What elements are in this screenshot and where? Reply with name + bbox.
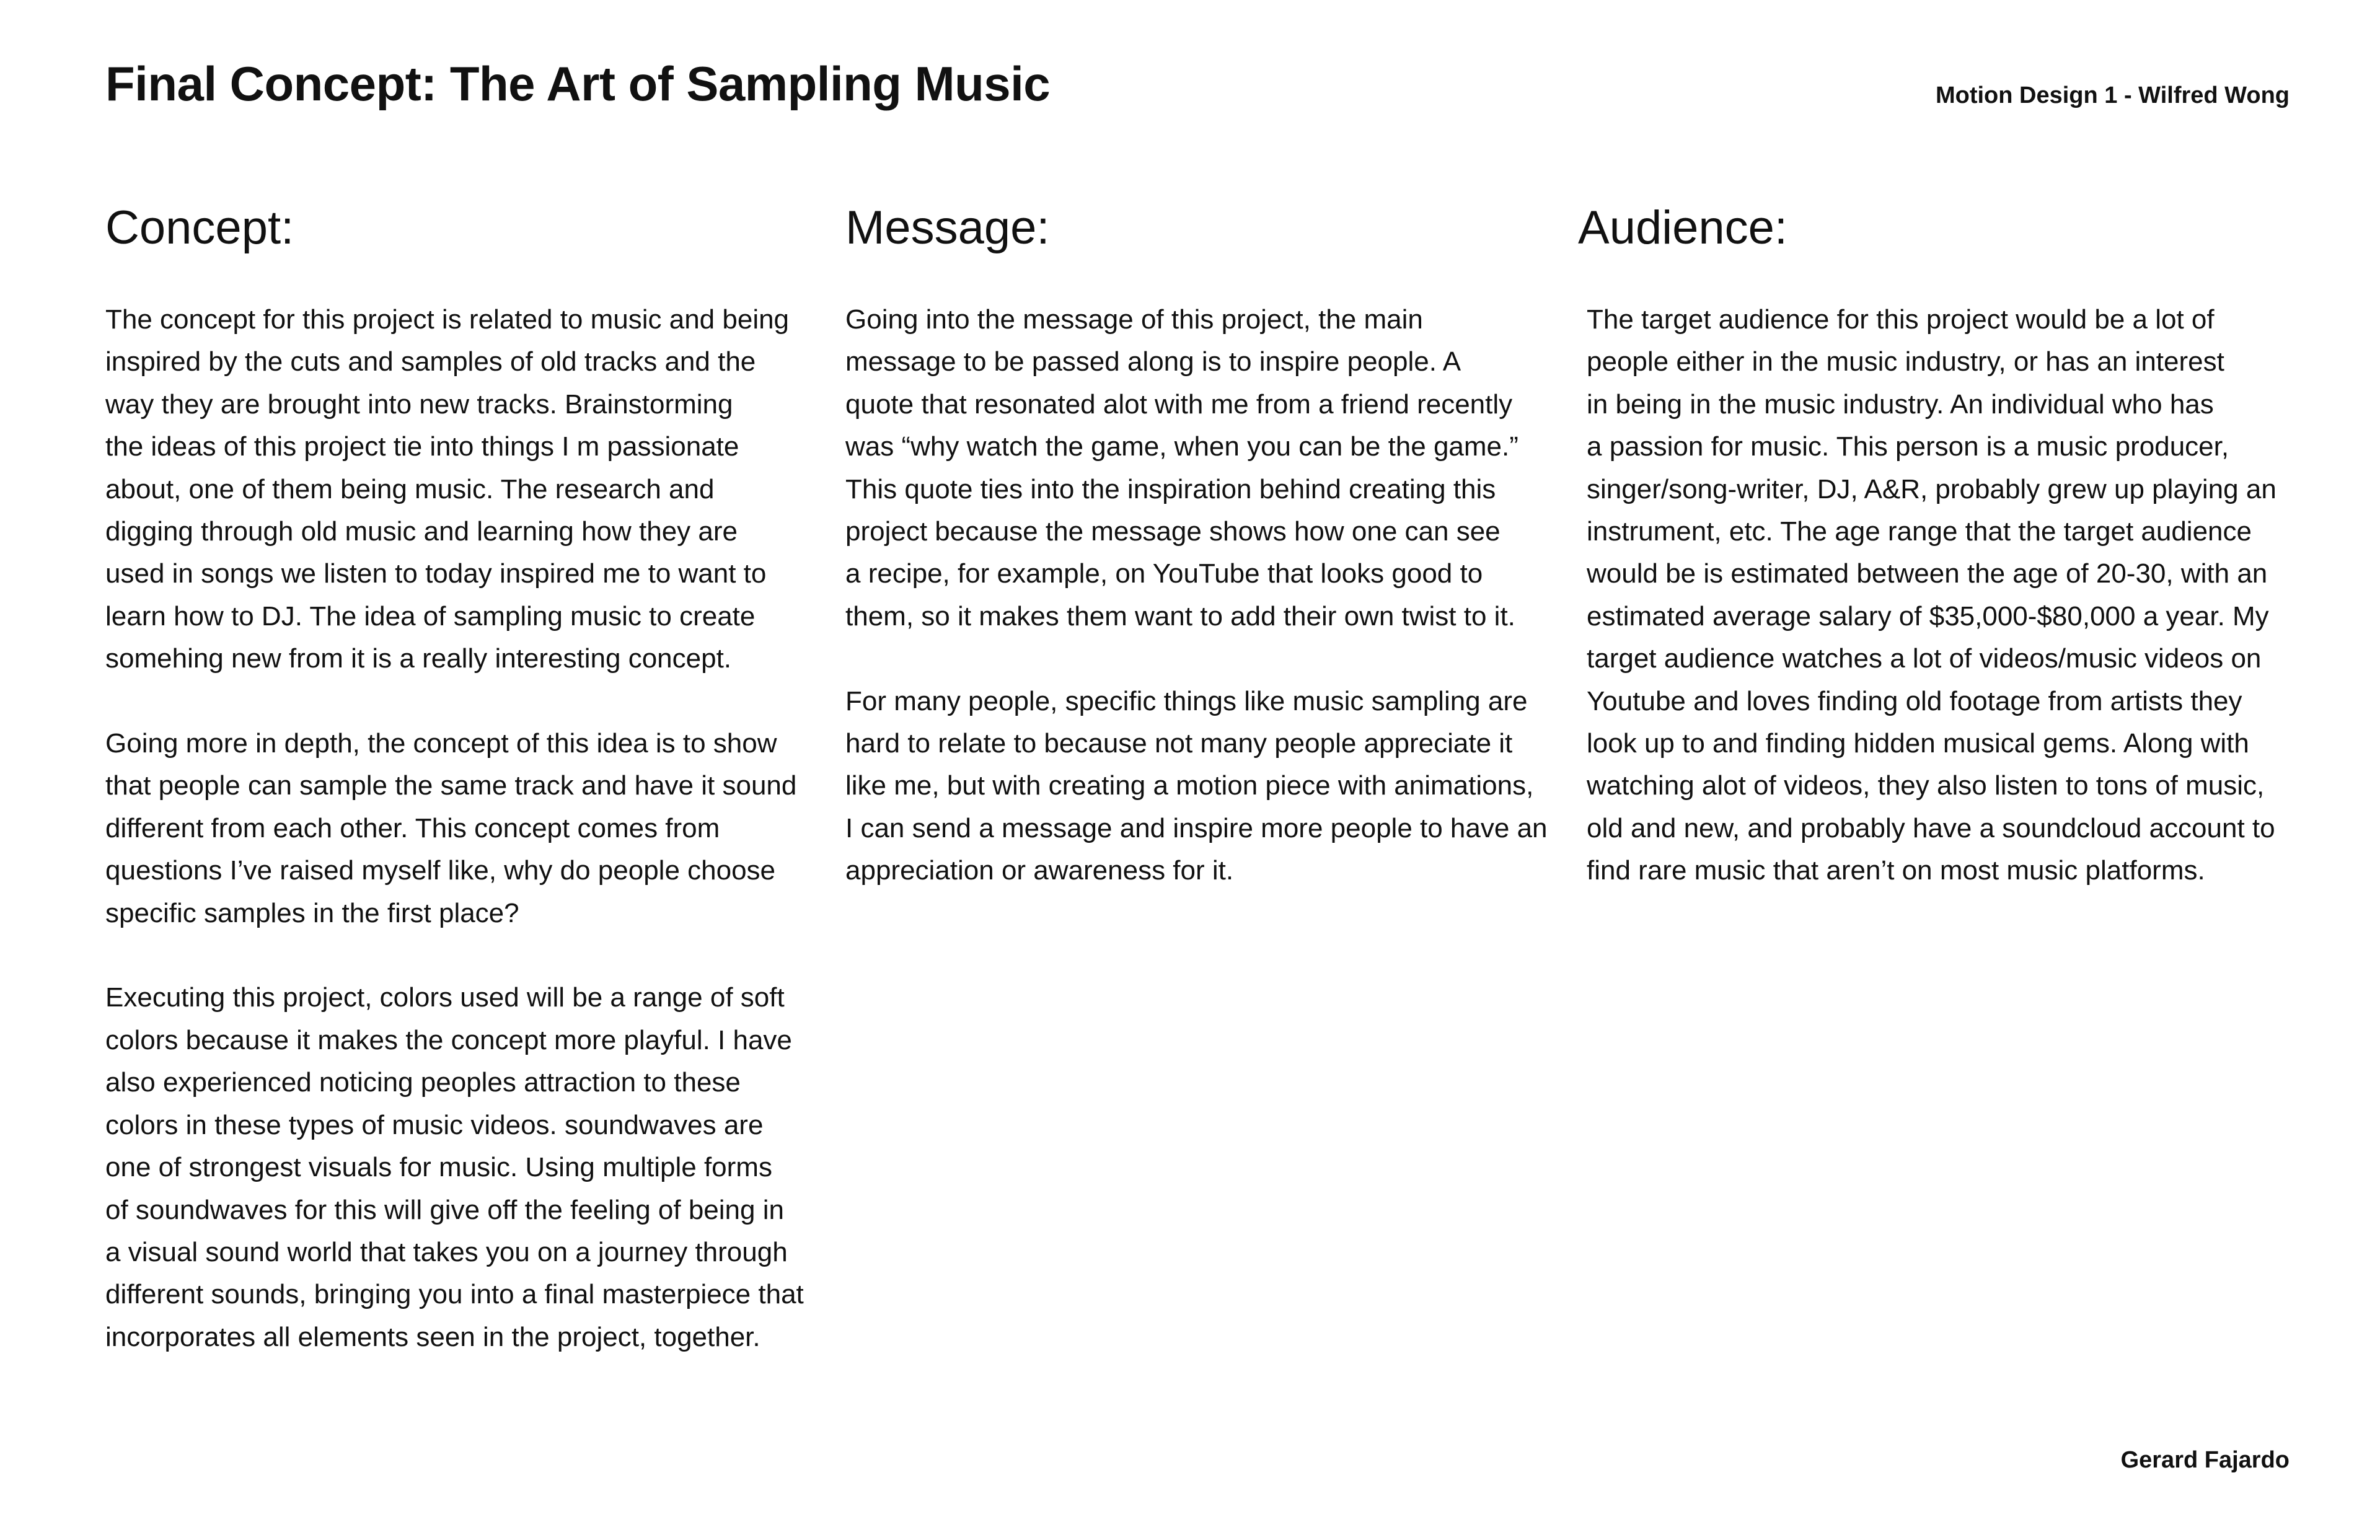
text-line: message to be passed along is to inspire people. A	[845, 346, 1461, 377]
text-line: find rare music that aren’t on most music platforms.	[1587, 855, 2205, 886]
text-line: quote that resonated alot with me from a friend recently	[845, 389, 1513, 420]
body-paragraph	[105, 723, 812, 935]
text-line: used in songs we listen to today inspired me to want to	[105, 558, 767, 589]
body-paragraph	[105, 299, 812, 680]
body-paragraph	[1587, 299, 2291, 892]
text-line: like me, but with creating a motion piece with animations,	[845, 770, 1534, 801]
text-line: a visual sound world that takes you on a journey through	[105, 1236, 788, 1267]
concept-body	[105, 299, 812, 1358]
message-column	[845, 201, 1558, 892]
text-line: For many people, specific things like music sampling are	[845, 685, 1528, 716]
text-line: different from each other. This concept comes from	[105, 812, 720, 843]
text-line: somehing new from it is a really interesting concept.	[105, 643, 732, 674]
text-line: estimated average salary of $35,000-$80,000 a year. My	[1587, 601, 2269, 631]
concept-heading: Concept:	[105, 201, 294, 254]
text-line: appreciation or awareness for it.	[845, 855, 1234, 886]
text-line: watching alot of videos, they also listen to tons of music,	[1587, 770, 2265, 801]
text-line: the ideas of this project tie into things I m passionate	[105, 431, 739, 462]
text-line: instrument, etc. The age range that the target audience	[1587, 516, 2252, 547]
audience-body	[1578, 299, 2291, 892]
audience-heading: Audience:	[1578, 201, 1788, 254]
text-line: about, one of them being music. The research and	[105, 473, 715, 504]
text-line: Going more in depth, the concept of this idea is to show	[105, 728, 777, 759]
text-line: colors in these types of music videos. soundwaves are	[105, 1109, 764, 1140]
text-line: Going into the message of this project, the main	[845, 304, 1423, 335]
text-line: in being in the music industry. An individual who has	[1587, 389, 2214, 420]
concept-column	[105, 201, 812, 1358]
text-line: would be is estimated between the age of 20-30, with an	[1587, 558, 2268, 589]
text-line: old and new, and probably have a soundcloud account to	[1587, 812, 2275, 843]
message-body	[845, 299, 1558, 892]
text-line: specific samples in the first place?	[105, 897, 519, 928]
audience-column	[1578, 201, 2291, 892]
text-line: The concept for this project is related to music and being	[105, 304, 790, 335]
author-name: Gerard Fajardo	[2120, 1447, 2290, 1473]
text-line: This quote ties into the inspiration behind creating this	[845, 473, 1496, 504]
text-line: The target audience for this project would be a lot of	[1587, 304, 2215, 335]
text-line: hard to relate to because not many people appreciate it	[845, 728, 1513, 759]
body-paragraph	[845, 680, 1558, 892]
text-line: Youtube and loves finding old footage from artists they	[1587, 685, 2242, 716]
body-paragraph	[845, 299, 1558, 638]
text-line: colors because it makes the concept more playful. I have	[105, 1024, 792, 1055]
text-line: digging through old music and learning how they are	[105, 516, 738, 547]
text-line: way they are brought into new tracks. Brainstorming	[105, 389, 733, 420]
text-line: singer/song-writer, DJ, A&R, probably grew up playing an	[1587, 473, 2276, 504]
text-line: of soundwaves for this will give off the feeling of being in	[105, 1194, 784, 1225]
text-line: that people can sample the same track and have it sound	[105, 770, 797, 801]
text-line: inspired by the cuts and samples of old tracks and the	[105, 346, 756, 377]
text-line: people either in the music industry, or has an interest	[1587, 346, 2224, 377]
text-line: incorporates all elements seen in the project, together.	[105, 1321, 760, 1352]
text-line: one of strongest visuals for music. Using multiple forms	[105, 1152, 772, 1183]
text-line: I can send a message and inspire more people to have an	[845, 812, 1548, 843]
text-line: questions I’ve raised myself like, why do people choose	[105, 855, 776, 886]
text-line: target audience watches a lot of videos/music videos on	[1587, 643, 2262, 674]
text-line: project because the message shows how one can see	[845, 516, 1501, 547]
text-line: them, so it makes them want to add their own twist to it.	[845, 601, 1515, 631]
course-label: Motion Design 1 - Wilfred Wong	[1935, 82, 2290, 108]
text-line: learn how to DJ. The idea of sampling music to create	[105, 601, 756, 631]
message-heading: Message:	[845, 201, 1050, 254]
text-line: a passion for music. This person is a music producer,	[1587, 431, 2229, 462]
text-line: a recipe, for example, on YouTube that looks good to	[845, 558, 1483, 589]
page-title: Final Concept: The Art of Sampling Music	[105, 56, 1051, 111]
text-line: also experienced noticing peoples attraction to these	[105, 1067, 741, 1098]
text-line: was “why watch the game, when you can be the game.”	[845, 431, 1518, 462]
text-line: Executing this project, colors used will be a range of soft	[105, 982, 785, 1013]
body-paragraph	[105, 977, 812, 1358]
text-line: look up to and finding hidden musical gems. Along with	[1587, 728, 2249, 759]
text-line: different sounds, bringing you into a final masterpiece that	[105, 1279, 804, 1310]
